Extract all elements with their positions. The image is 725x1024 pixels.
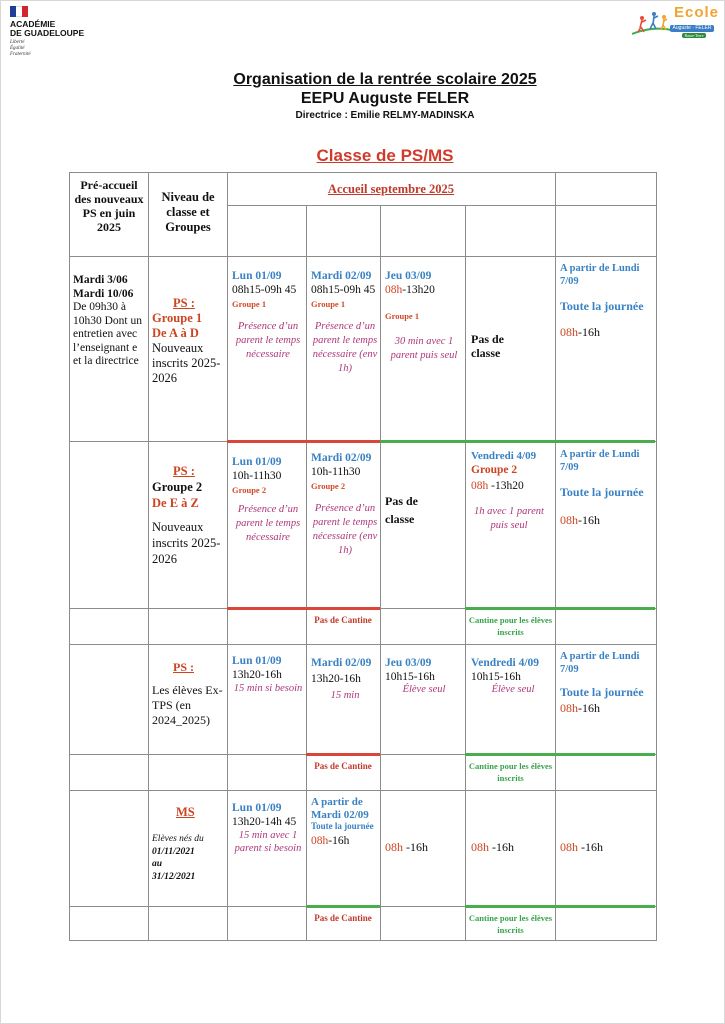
- niveau-ps-groupe1: PS : Groupe 1 De A à D Nouveaux inscrits 2025-2026: [152, 296, 221, 385]
- cantine-yes-3: Cantine pour les élèves inscrits: [468, 913, 553, 935]
- grid-line: [306, 205, 307, 941]
- r2-vendredi-cell: Vendredi 4/09 Groupe 2 08h -13h20 1h avec 1 parent puis seul: [471, 450, 544, 531]
- r3-mardi-cell: Mardi 02/09 13h20-16h 15 min: [311, 657, 372, 701]
- r4-lun-cell: Lun 01/09 13h20-14h 45 15 min avec 1 parent si besoin: [232, 802, 302, 854]
- grid-line: [69, 256, 657, 257]
- grid-line: [69, 940, 657, 941]
- header-niveau: Niveau de classe et Groupes: [161, 190, 215, 234]
- r3-lun-cell: Lun 01/09 13h20-16h 15 min si besoin: [232, 655, 303, 694]
- green-separator: [306, 905, 380, 908]
- r1-pas-de-classe: Pas de classe: [471, 332, 504, 360]
- grid-line: [555, 172, 556, 941]
- r2-pas-de-classe: Pas de classe: [385, 494, 418, 526]
- grid-line: [465, 205, 466, 941]
- r1-apartir-cell: A partir de Lundi 7/09 Toute la journée 08h-16h: [560, 263, 644, 339]
- green-separator: [465, 753, 655, 756]
- header-preaccueil: Pré-accueil des nouveaux PS en juin 2025: [74, 178, 144, 234]
- director-name: Directrice : Emilie RELMY-MADINSKA: [295, 110, 475, 121]
- r4-c4-cell: 08h -16h: [471, 840, 514, 854]
- grid-line: [69, 172, 70, 941]
- academie-logo: [10, 6, 120, 62]
- ecole-logo: [630, 4, 718, 42]
- header-accueil: Accueil septembre 2025: [327, 182, 455, 196]
- cantine-no-3: Pas de Cantine: [314, 913, 372, 923]
- r3-vendredi-cell: Vendredi 4/09 10h15-16h Élève seul: [471, 657, 540, 695]
- grid-line: [227, 205, 657, 206]
- grid-line: [148, 172, 149, 941]
- academie-name: ACADÉMIE DE GUADELOUPE: [10, 19, 85, 38]
- class-title: Classe de PS/MS: [316, 146, 454, 165]
- r2-mardi-cell: Mardi 02/09 10h-11h30 Groupe 2 Présence d’un parent le temps nécessaire (env 1h): [311, 452, 378, 556]
- r3-jeu-cell: Jeu 03/09 10h15-16h Élève seul: [385, 657, 446, 695]
- r2-apartir-cell: A partir de Lundi 7/09 Toute la journée 08h-16h: [560, 449, 644, 527]
- r3-apartir-cell: A partir de Lundi 7/09 Toute la journée 08h-16h: [560, 651, 644, 715]
- grid-line: [380, 205, 381, 941]
- cantine-no-1: Pas de Cantine: [314, 615, 372, 625]
- green-separator: [380, 440, 655, 443]
- red-separator: [227, 440, 380, 443]
- grid-line: [656, 172, 657, 941]
- grid-line: [69, 790, 657, 791]
- logo-word: Ecole: [674, 4, 720, 21]
- niveau-ps-extps: PS : Les élèves Ex-TPS (en 2024_2025): [152, 660, 223, 727]
- page-title: Organisation de la rentrée scolaire 2025: [233, 71, 537, 88]
- r4-mardi-cell: A partir de Mardi 02/09 Toute la journée 08h-16h: [311, 796, 374, 847]
- french-flag-icon: [10, 6, 28, 17]
- school-name: EEPU Auguste FELER: [300, 90, 470, 107]
- r4-c5-cell: 08h -16h: [560, 840, 603, 854]
- preaccueil-cell: Mardi 3/06 Mardi 10/06 De 09h30 à 10h30 Dont un entretien avec l’enseignant e et la directrice: [73, 274, 142, 367]
- r2-lun-cell: Lun 01/09 10h-11h30 Groupe 2 Présence d’un parent le temps nécessaire: [232, 456, 301, 543]
- schedule-table: [69, 172, 657, 941]
- niveau-ps-groupe2: PS : Groupe 2 De E à Z Nouveaux inscrits 2025-2026: [152, 464, 221, 566]
- children-logo-icon: [632, 10, 672, 36]
- r4-c3-cell: 08h -16h: [385, 840, 428, 854]
- r1-jeu-cell: Jeu 03/09 08h-13h20 Groupe 1 30 min avec 1 parent puis seul: [385, 270, 458, 361]
- title-block: [120, 70, 650, 124]
- r1-lun-cell: Lun 01/09 08h15-09h 45 Groupe 1 Présence d’un parent le temps nécessaire: [232, 270, 301, 360]
- grid-line: [227, 172, 228, 941]
- logo-sub: Basse-Terre: [682, 33, 706, 38]
- r1-mardi-cell: Mardi 02/09 08h15-09h 45 Groupe 1 Présence d’un parent le temps nécessaire (env 1h): [311, 270, 378, 374]
- grid-line: [69, 172, 657, 173]
- niveau-ms: MS Elèves nés du 01/11/2021 au 31/12/2021: [152, 805, 204, 882]
- logo-bar: Auguste · FELER: [670, 25, 714, 32]
- cantine-yes-2: Cantine pour les élèves inscrits: [468, 761, 553, 783]
- grid-line: [69, 644, 657, 645]
- cantine-no-2: Pas de Cantine: [314, 761, 372, 771]
- red-separator: [227, 607, 380, 610]
- green-separator: [465, 607, 655, 610]
- motto: Liberté Égalité Fraternité: [10, 40, 31, 57]
- green-separator: [465, 905, 655, 908]
- red-separator: [306, 753, 380, 756]
- cantine-yes-1: Cantine pour les élèves inscrits: [468, 615, 553, 637]
